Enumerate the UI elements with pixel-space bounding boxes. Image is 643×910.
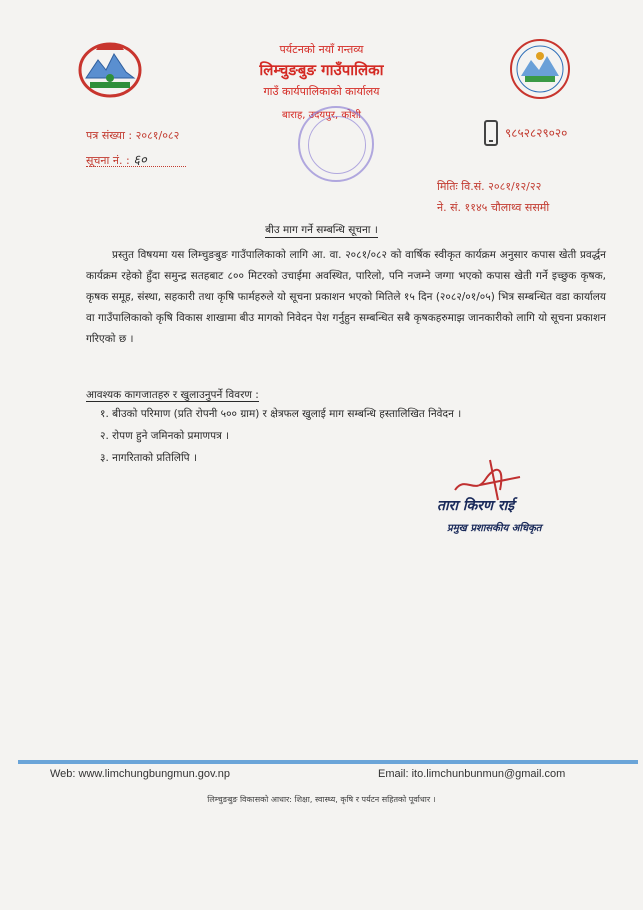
header-slogan: पर्यटनको नयाँ गन्तव्य [279,43,364,56]
requirement-item: १. बीउको परिमाण (प्रति रोपनी ५०० ग्राम) र क्षेत्रफल खुलाई माग सम्बन्धि हस्तालिखित निवेदन । [100,408,462,420]
letter-number-label: पत्र संख्या : [86,129,133,142]
notice-subject [0,223,643,237]
office-stamp-icon [298,106,374,182]
letter-number-value: २०८१/०८२ [135,129,180,142]
footer-divider [18,760,638,764]
signatory-title: प्रमुख प्रशासकीय अधिकृत [447,523,542,534]
letter-number [86,128,179,143]
phone-number: ९८५२८२९०२० [505,126,568,140]
date-ns: ने. सं. ११४५ चौलाथ्व ससमी [437,201,550,214]
notice-subject-text: बीउ माग गर्ने सम्बन्धि सूचना । [265,224,378,236]
mobile-phone-icon [484,120,498,146]
notice-number-label: सूचना नं. : [86,154,130,167]
office-name: गाउँ कार्यपालिकाको कार्यालय [263,85,380,98]
requirements-list [100,403,461,469]
requirement-item: २. रोपण हुने जमिनको प्रमाणपत्र । [100,430,230,442]
municipality-name: लिम्चुङबुङ गाउँपालिका [259,61,384,79]
requirements-heading [86,388,259,402]
requirement-item: ३. नागरिताको प्रतिलिपि । [100,452,197,464]
requirements-heading-text: आवश्यक कागजातहरु र खुलाउनुपर्ने विवरण : [86,389,259,401]
notice-number-value: ६० [133,153,147,168]
office-address: बाराह, उदयपुर, कोशी [281,110,362,121]
signatory-name: तारा किरण राई [437,498,515,514]
notice-number-underline [86,166,186,167]
footer-website[interactable]: Web: www.limchungbungmun.gov.np [50,768,230,780]
date-bs: मितिः वि.सं. २०८१/१२/२२ [437,180,542,193]
notice-body: प्रस्तुत विषयमा यस लिम्चुङबुङ गाउँपालिकाको लागि आ. वा. २०८१/०८२ को वार्षिक स्वीकृत कार्यक्रम अनुसार कपास खेती प्रवर्द्धन कार्यक्रम रहेको हुँदा समुन्द्र सतहबाट ८०० मिटरको उचाईमा अवस्थित, पारिलो, पनि नजम्ने जग्गा भएको कपास खेती गर्ने इच्छुक कृषक, कृषक समूह, संस्था, सहकारी तथा कृषि फार्महरुले यो सूचना प्रकाशन भएको मितिले १५ दिन (२०८२/०१/०५) भित्र सम्बन्धित वडा कार्यालय वा गाउँपालिकाको कृषि विकास शाखामा बीउ मागको निवेदन पेश गर्नुहुन सम्बन्धित सबै कृषकहरुमाझ जानकारीको लागि यो सूचना प्रकाशन गरिएको छ । [86,249,606,345]
footer-tagline: लिम्चुङबुङ विकासको आधार: शिक्षा, स्वास्थ्य, कृषि र पर्यटन सहितको पूर्वाधार । [207,795,436,804]
footer-email[interactable]: Email: ito.limchunbunmun@gmail.com [378,768,566,780]
